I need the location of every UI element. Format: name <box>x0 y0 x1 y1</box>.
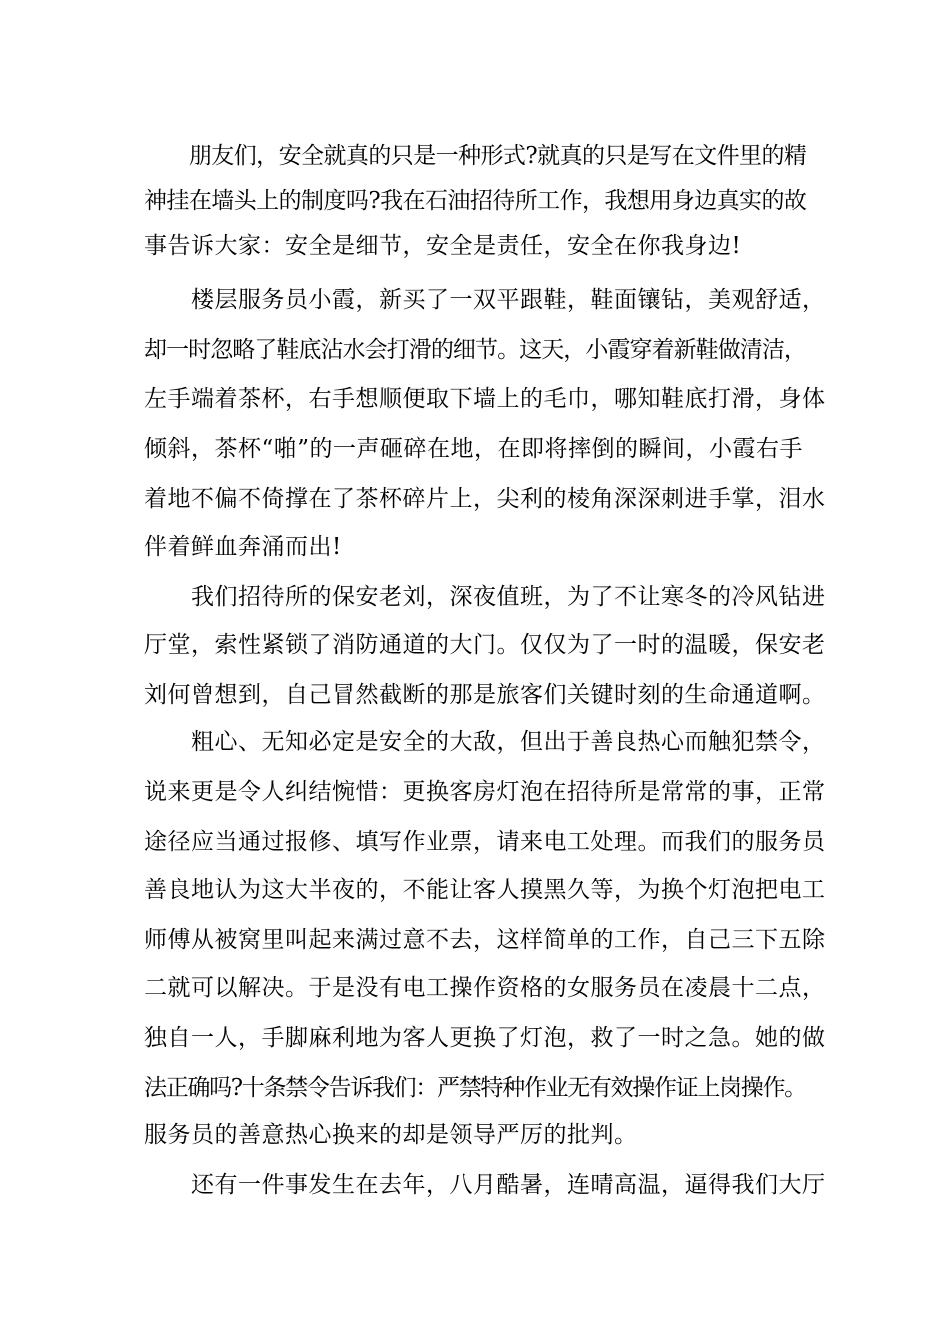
paragraph-5-line-1: 还有一件事发生在去年，八月酷暑，连晴高温，逼得我们大厅 <box>144 1172 826 1198</box>
paragraph-2-line-3: 左手端着茶杯，右手想顺便取下墙上的毛巾，哪知鞋底打滑，身体 <box>144 386 826 412</box>
paragraph-2-line-1: 楼层服务员小霞，新买了一双平跟鞋，鞋面镶钻，美观舒适， <box>144 287 826 313</box>
paragraph-2-line-2: 却一时忽略了鞋底沾水会打滑的细节。这天，小霞穿着新鞋做清洁， <box>144 337 807 363</box>
paragraph-4-line-5: 师傅从被窝里叫起来满过意不去，这样简单的工作，自己三下五除 <box>144 927 826 953</box>
paragraph-4-line-6: 二就可以解决。于是没有电工操作资格的女服务员在凌晨十二点， <box>144 975 826 1001</box>
paragraph-4-line-9: 服务员的善意热心换来的却是领导严厉的批判。 <box>144 1122 638 1148</box>
paragraph-2-line-5: 着地不偏不倚撑在了茶杯碎片上，尖利的棱角深深刺进手掌，泪水 <box>144 486 826 512</box>
paragraph-1-line-3: 事告诉大家：安全是细节，安全是责任，安全在你我身边! <box>144 233 742 259</box>
paragraph-4-line-3: 途径应当通过报修、填写作业票，请来电工处理。而我们的服务员 <box>144 829 826 855</box>
paragraph-3-line-3: 刘何曾想到，自己冒然截断的那是旅客们关键时刻的生命通道啊。 <box>144 682 826 708</box>
paragraph-2-line-4: 倾斜，茶杯“啪”的一声砸碎在地，在即将摔倒的瞬间，小霞右手 <box>144 436 804 462</box>
paragraph-3-line-1: 我们招待所的保安老刘，深夜值班，为了不让寒冬的冷风钻进 <box>144 584 826 610</box>
paragraph-4-line-2: 说来更是令人纠结惋惜：更换客房灯泡在招待所是常常的事，正常 <box>144 779 826 805</box>
paragraph-4-line-7: 独自一人，手脚麻利地为客人更换了灯泡，救了一时之急。她的做 <box>144 1025 826 1051</box>
paragraph-1-line-2: 神挂在墙头上的制度吗?我在石油招待所工作，我想用身边真实的故 <box>144 188 807 214</box>
paragraph-1-line-1: 朋友们，安全就真的只是一种形式?就真的只是写在文件里的精 <box>144 143 807 169</box>
paragraph-2-line-6: 伴着鲜血奔涌而出! <box>144 534 342 560</box>
paragraph-4-line-8: 法正确吗?十条禁令告诉我们：严禁特种作业无有效操作证上岗操作。 <box>144 1075 806 1101</box>
paragraph-3-line-2: 厅堂，索性紧锁了消防通道的大门。仅仅为了一时的温暖，保安老 <box>144 632 826 658</box>
paragraph-4-line-1: 粗心、无知必定是安全的大敌，但出于善良热心而触犯禁令， <box>144 729 826 755</box>
paragraph-4-line-4: 善良地认为这大半夜的，不能让客人摸黑久等，为换个灯泡把电工 <box>144 877 826 903</box>
